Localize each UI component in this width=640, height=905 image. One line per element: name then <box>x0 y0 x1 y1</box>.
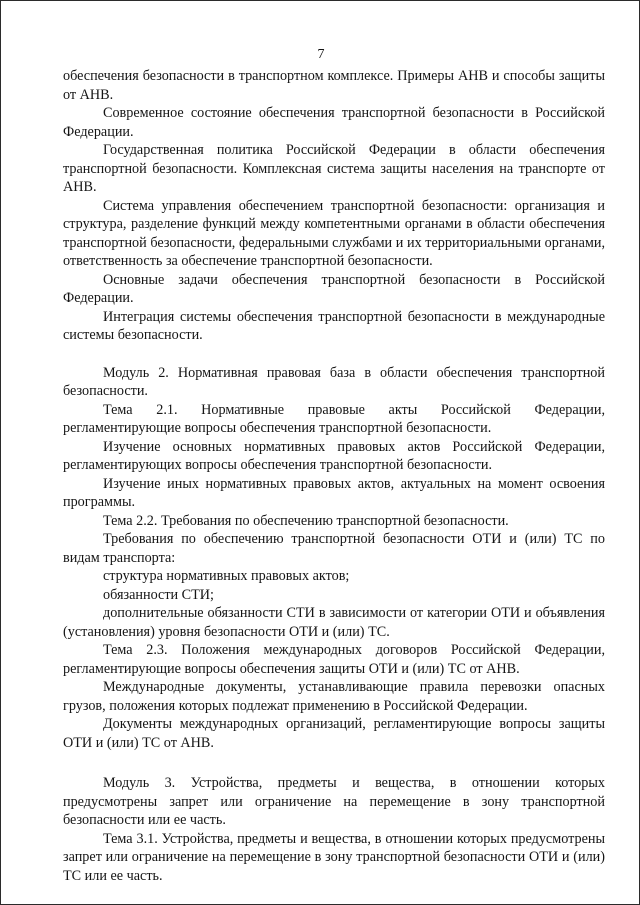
paragraph: Система управления обеспечением транспортной безопасности: организация и структура, разделение функций между компетентными органами в области обеспечения транспортной безопасности, федеральными службами и их территориальными органами, ответственность за обеспечение транспортной безопасности. <box>63 197 605 269</box>
paragraph: Международные документы, устанавливающие правила перевозки опасных грузов, положения которых подлежат применению в Российской Федерации. <box>63 679 605 714</box>
list-item: дополнительные обязанности СТИ в зависимости от категории ОТИ и объявления (установления) уровня безопасности ОТИ и (или) ТС. <box>63 605 605 640</box>
topic-heading: Тема 2.3. Положения международных договоров Российской Федерации, регламентирующие вопросы обеспечения защиты ОТИ и (или) ТС от АНВ. <box>63 642 605 677</box>
paragraph: Государственная политика Российской Федерации в области обеспечения транспортной безопасности. Комплексная система защиты населения на транспорте от АНВ. <box>63 142 605 195</box>
module-heading: Модуль 3. Устройства, предметы и вещества, в отношении которых предусмотрены запрет или ограничение на перемещение в зону транспортной безопасности или ее часть. <box>63 775 605 828</box>
list-item: обязанности СТИ; <box>103 586 214 603</box>
paragraph: Основные задачи обеспечения транспортной безопасности в Российской Федерации. <box>63 271 605 306</box>
paragraph: Современное состояние обеспечения транспортной безопасности в Российской Федерации. <box>63 105 605 140</box>
paragraph: Документы международных организаций, регламентирующие вопросы защиты ОТИ и (или) ТС от АНВ. <box>63 716 605 751</box>
topic-heading: Тема 2.1. Нормативные правовые акты Российской Федерации, регламентирующие вопросы обеспечения транспортной безопасности. <box>63 401 605 436</box>
paragraph: обеспечения безопасности в транспортном комплексе. Примеры АНВ и способы защиты от АНВ. <box>63 68 605 103</box>
paragraph: Интеграция системы обеспечения транспортной безопасности в международные системы безопасности. <box>63 308 605 343</box>
topic-heading: Тема 2.2. Требования по обеспечению транспортной безопасности. <box>103 512 509 529</box>
page-number: 7 <box>317 47 325 62</box>
module-heading: Модуль 2. Нормативная правовая база в области обеспечения транспортной безопасности. <box>63 364 605 399</box>
topic-heading: Тема 3.1. Устройства, предметы и вещества, в отношении которых предусмотрены запрет или ограничение на перемещение в зону транспортной безопасности ОТИ и (или) ТС или ее часть. <box>63 830 605 884</box>
list-item: структура нормативных правовых актов; <box>103 568 350 584</box>
paragraph: Изучение основных нормативных правовых актов Российской Федерации, регламентирующих вопросы обеспечения транспортной безопасности. <box>63 438 605 473</box>
document-body <box>63 67 605 885</box>
paragraph: Изучение иных нормативных правовых актов, актуальных на момент освоения программы. <box>63 475 605 510</box>
paragraph: Требования по обеспечению транспортной безопасности ОТИ и (или) ТС по видам транспорта: <box>63 531 605 566</box>
